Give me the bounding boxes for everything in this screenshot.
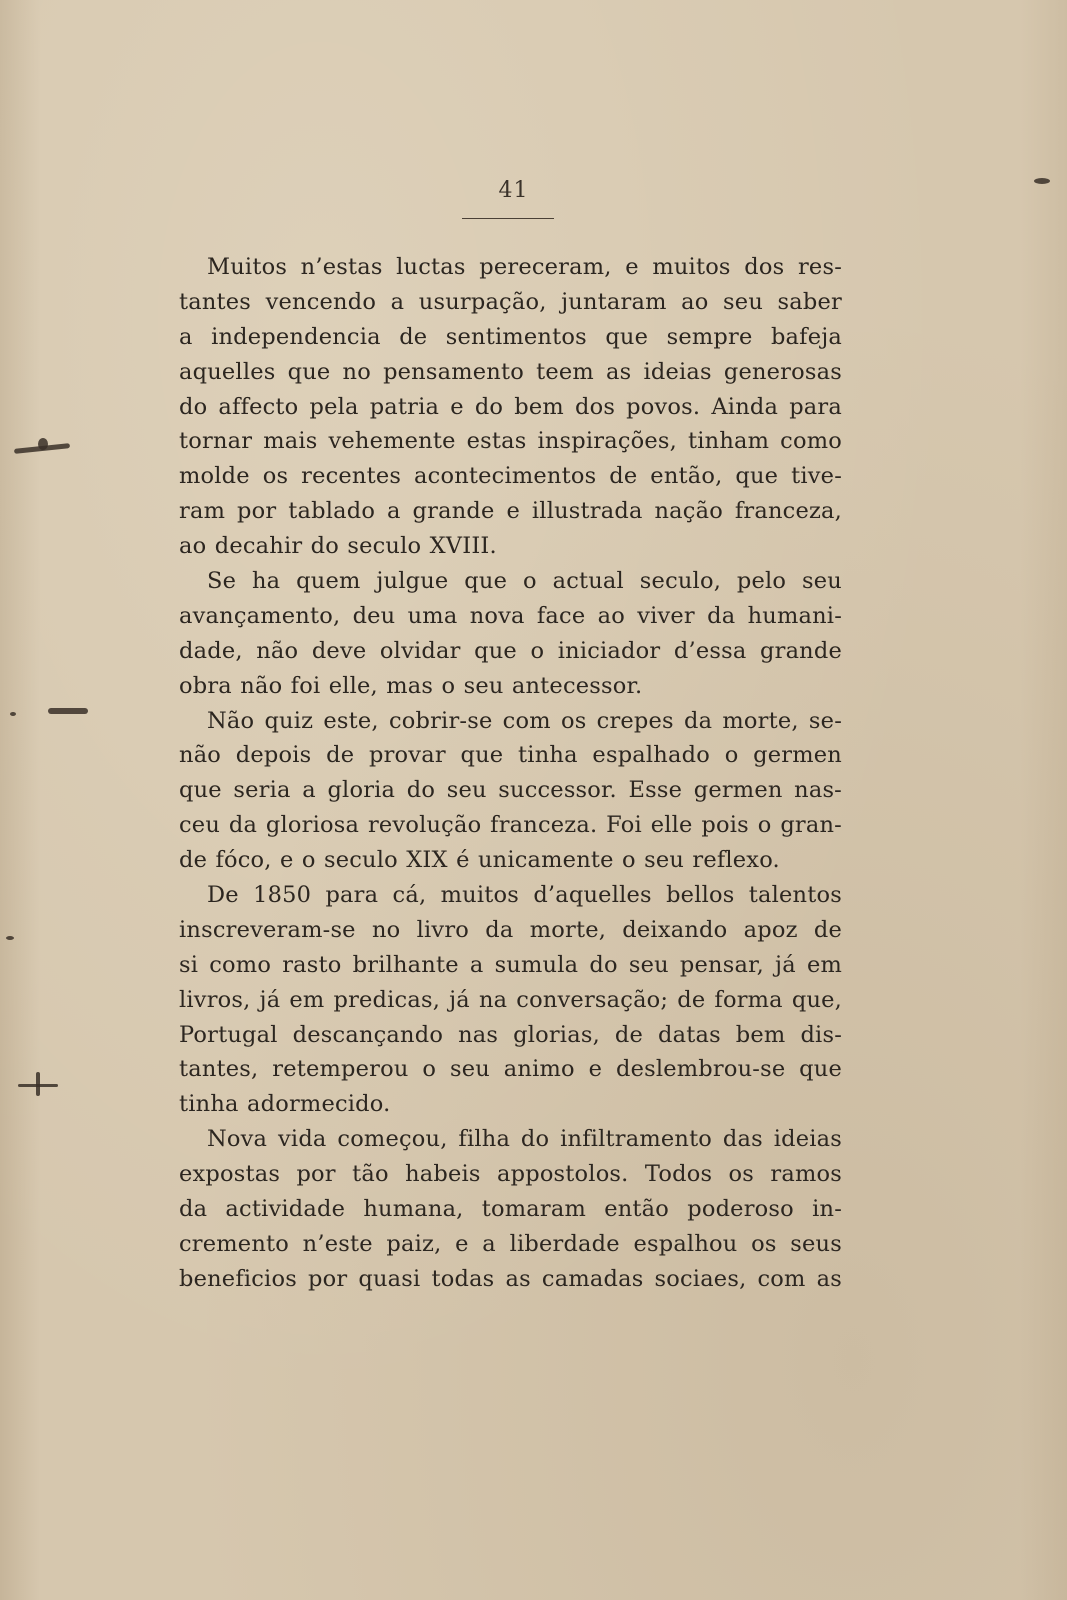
- text-line: Portugal descançando nas glorias, de datas bem dis-: [179, 1021, 842, 1048]
- text-line: ram por tablado a grande e illustrada nação franceza,: [179, 498, 842, 525]
- text-line: ceu da gloriosa revolução franceza. Foi elle pois o gran-: [179, 812, 842, 839]
- text-line: cremento n’este paiz, e a liberdade espalhou os seus: [179, 1230, 842, 1257]
- text-line: Muitos n’estas luctas pereceram, e muitos dos res-: [207, 254, 842, 280]
- text-line: Nova vida começou, filha do infiltramento das ideias: [207, 1126, 842, 1153]
- text-line: tantes, retemperou o seu animo e deslembrou-se que: [179, 1056, 842, 1083]
- text-line: que seria a gloria do seu successor. Esse germen nas-: [179, 777, 842, 804]
- margin-stain: [6, 936, 14, 940]
- text-line: si como rasto brilhante a sumula do seu pensar, já em: [179, 951, 842, 978]
- margin-stain: [36, 1072, 40, 1096]
- text-line: avançamento, deu uma nova face ao viver da humani-: [179, 602, 842, 629]
- margin-stain: [1034, 178, 1050, 184]
- text-line: inscreveram-se no livro da morte, deixando apoz de: [179, 916, 842, 943]
- margin-stain: [10, 712, 16, 716]
- text-line: ao decahir do seculo XVIII.: [179, 533, 497, 560]
- margin-stain: [48, 708, 88, 714]
- text-line: dade, não deve olvidar que o iniciador d’essa grande: [179, 637, 842, 664]
- text-line: Não quiz este, cobrir-se com os crepes da morte, se-: [207, 707, 842, 734]
- text-line: Se ha quem julgue que o actual seculo, pelo seu: [207, 568, 842, 595]
- text-line: não depois de provar que tinha espalhado o germen: [179, 742, 842, 769]
- text-line: expostas por tão habeis appostolos. Todos os ramos: [179, 1161, 842, 1188]
- text-line: tinha adormecido.: [179, 1091, 391, 1118]
- text-line: da actividade humana, tomaram então poderoso in-: [179, 1196, 842, 1223]
- text-line: beneficios por quasi todas as camadas sociaes, com as: [179, 1265, 842, 1292]
- text-line: a independencia de sentimentos que sempre bafeja: [179, 323, 842, 350]
- page-number-rule: [462, 218, 554, 219]
- text-line: De 1850 para cá, muitos d’aquelles bellos talentos: [207, 882, 842, 909]
- margin-stain: [38, 438, 48, 450]
- text-line: de fóco, e o seculo XIX é unicamente o seu reflexo.: [179, 847, 780, 874]
- text-line: do affecto pela patria e do bem dos povos. Ainda para: [179, 393, 842, 420]
- text-line: obra não foi elle, mas o seu antecessor.: [179, 672, 643, 699]
- body-text: [179, 250, 842, 1297]
- page-number: 41: [498, 178, 529, 203]
- text-line: aquelles que no pensamento teem as ideias generosas: [179, 358, 842, 385]
- text-line: tornar mais vehemente estas inspirações, tinham como: [179, 428, 842, 455]
- text-line: tantes vencendo a usurpação, juntaram ao seu saber: [179, 288, 842, 315]
- text-line: livros, já em predicas, já na conversação; de forma que,: [179, 986, 842, 1013]
- text-line: molde os recentes acontecimentos de então, que tive-: [179, 463, 842, 490]
